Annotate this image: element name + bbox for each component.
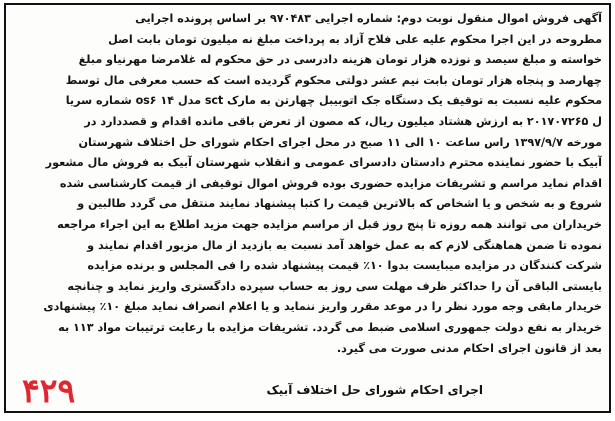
notice-line: شروع و به شخص و یا اشخاص که بالاترین قیمت را کتبا پیشنهاد نمایند منتقل می گردد طالبین و: [77, 197, 602, 211]
notice-line: بایستی الباقی آن را حداکثر ظرف مهلت سی روز به حساب سپرده دادگستری واریز نماید و چنانچه: [67, 279, 602, 293]
notice-line: خواسته و مبلغ سیصد و نوزده هزار تومان هزینه دادرسی در حق محکوم له غلامرضا مهرنیاو مبلغ: [78, 53, 602, 67]
notice-line: خریدار به نفع دولت جمهوری اسلامی ضبط می گردد. تشریفات مزایده با رعایت ترتیبات مواد ۱۱۳ به: [58, 320, 602, 334]
auction-notice: [4, 3, 611, 413]
notice-line: اقدام نماید مراسم و تشریفات مزایده حضوری بوده فروش اموال توقیفی از قیمت کارشناسی شده: [59, 176, 602, 190]
handwritten-number: ۴۲۹: [22, 371, 76, 410]
notice-line: آگهی فروش اموال منقول نوبت دوم: شماره اجرایی ۹۷۰۴۸۳ بر اساس پرونده اجرایی: [135, 12, 602, 25]
notice-line: نموده تا ضمن هماهنگی لازم که به عمل خواهد آمد نسبت به بازدید از مال مزبور اقدام نمایند و: [87, 238, 602, 252]
notice-line: مورخه ۱۳۹۷/۹/۷ راس ساعت ۱۰ الی ۱۱ صبح در محل اجرای احکام شورای حل اختلاف شهرستان: [78, 135, 602, 149]
notice-body: [6, 5, 609, 359]
notice-line: خریدار مابقی وجه مورد نظر را در موعد مقرر واریز ننماید و یا اعلام انصراف نماید مبلغ ۱۰٪ پیشنهادی: [43, 300, 602, 314]
notice-line: خریداران می توانند همه روزه تا پنج روز قبل از مراسم مزایده جهت مزید اطلاع به این اجراء مراجعه: [57, 217, 602, 231]
notice-line: چهارصد و پنجاه هزار تومان بابت نیم عشر دولتی محکوم گردیده است که حسب معرفی مال توسط: [65, 73, 602, 87]
signature-line: اجرای احکام شورای حل اختلاف آبیک: [266, 383, 483, 397]
notice-line: شرکت کنندگان در مزایده میبایست بدوا ۱۰٪ قیمت پیشنهاد شده را فی المجلس و برنده مزایده: [87, 259, 602, 273]
notice-line: بعد از قانون اجرای احکام مدنی صورت می گیرد.: [336, 341, 602, 355]
notice-line: ل ۲۰۱۷۰۷۲۶۵ به ارزش هشتاد میلیون ریال، که مصون از تعرض باقی مانده اقدام و قصددارد در: [84, 114, 602, 128]
notice-line: محکوم علیه نسبت به توقیف یک دستگاه جک اتوبیبل چهارتن به مارک sct مدل ۱۴ os۶ شماره سریا: [65, 94, 602, 108]
notice-line: آبیک با حضور نماینده محترم دادستان دادسرای عمومی و انقلاب شهرستان آبیک به فروش مال مشعور: [45, 156, 602, 170]
notice-line: مطروحه در این اجرا محکوم علیه علی فلاح آزاد به پرداخت مبلغ نه میلیون تومان بابت اصل: [108, 32, 602, 46]
